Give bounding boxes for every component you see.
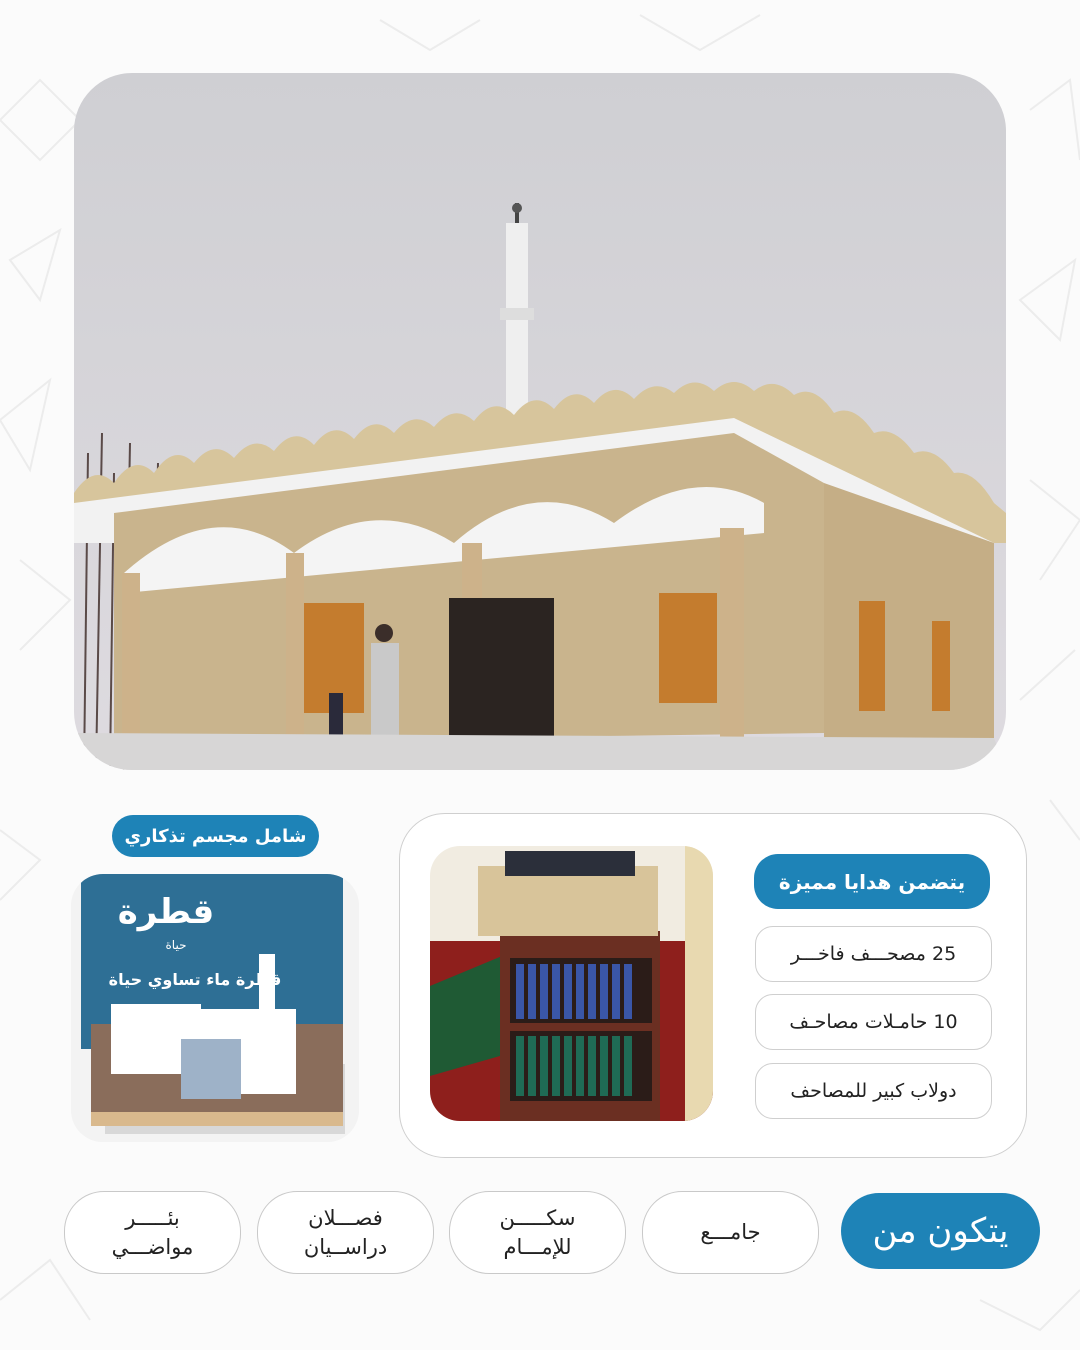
component-label-line2: للإمـــام — [503, 1234, 572, 1259]
gift-item-mushaf — [755, 926, 992, 982]
memorial-model-photo — [71, 874, 359, 1142]
composition-badge — [841, 1193, 1040, 1269]
component-label-line1: فصـــلان — [308, 1205, 383, 1230]
mosque-photo — [74, 73, 1006, 770]
component-label-line2: مواضـــي — [111, 1234, 194, 1259]
component-label-line1: بئـــــر — [125, 1205, 180, 1230]
memorial-model-badge-label: شامل مجسم تذكاري — [124, 825, 307, 847]
gift-item-mushaf-holders — [755, 994, 992, 1050]
component-label-line1: سكـــــن — [499, 1205, 576, 1230]
gift-item-label: 10 حامـلات مصاحـف — [789, 1011, 958, 1033]
memorial-model-badge — [112, 815, 319, 857]
logo-subtext: حياة — [165, 938, 187, 952]
gift-item-label: دولاب كبير للمصاحف — [790, 1080, 957, 1102]
gifts-badge — [754, 854, 990, 909]
gift-item-bookcase — [755, 1063, 992, 1119]
component-classrooms — [257, 1191, 434, 1274]
component-livestock-well — [64, 1191, 241, 1274]
logo-text: قطرة — [117, 892, 215, 932]
component-label-line2: دراســيان — [303, 1234, 388, 1259]
tagline-text: قطرة ماء تساوي حياة — [108, 970, 282, 989]
gift-item-label: 25 مصحـــف فاخـــر — [790, 943, 957, 965]
bookshelf-photo — [430, 846, 713, 1121]
gifts-badge-label: يتضمن هدايا مميزة — [778, 869, 966, 894]
component-mosque — [642, 1191, 819, 1274]
composition-badge-label: يتكون من — [872, 1211, 1009, 1251]
component-label: جامـــع — [700, 1220, 761, 1244]
component-imam-residence — [449, 1191, 626, 1274]
